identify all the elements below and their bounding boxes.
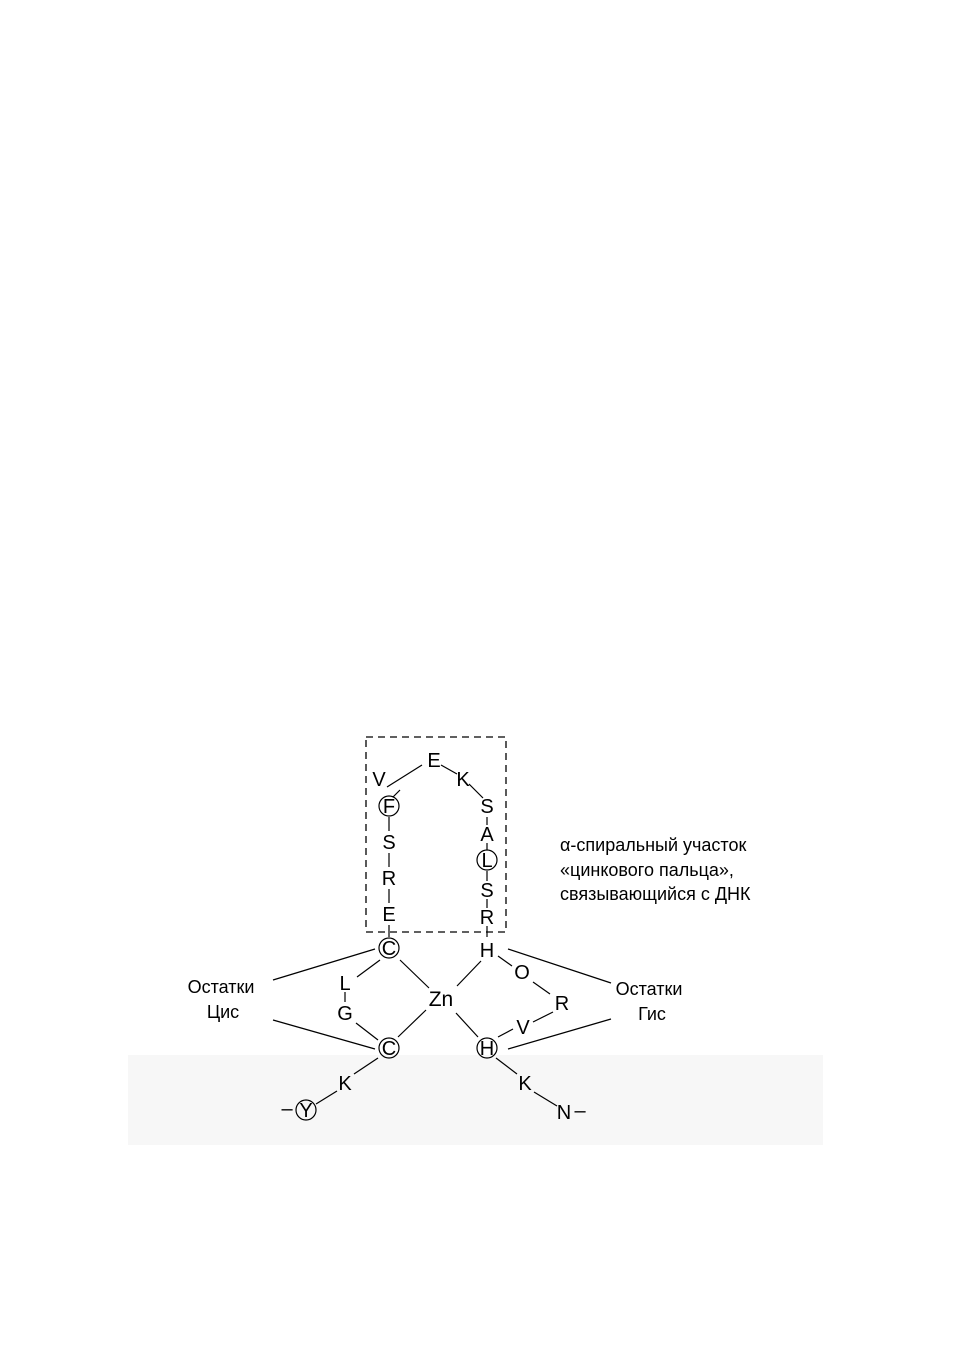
backbone-bonds [316, 765, 557, 1106]
zn-bond-h-upper [457, 961, 481, 986]
residue-g: G [337, 1003, 353, 1025]
residue-s-left: S [382, 832, 396, 854]
residue-v-top: V [372, 769, 386, 791]
residue-k-bottom-right: K [518, 1073, 532, 1095]
residue-h-upper: H [479, 940, 495, 962]
shaded-background [128, 1055, 823, 1145]
zn-bond-h-lower [456, 1013, 478, 1037]
residue-c-lower: C [381, 1038, 397, 1060]
helix-label-line1: α-спиральный участок [560, 835, 747, 855]
residue-h-lower: H [479, 1038, 495, 1060]
residue-r-left: R [381, 868, 397, 890]
residue-y: Y [299, 1100, 313, 1122]
residue-n: N [556, 1102, 572, 1124]
cys-pointer-lower [273, 1020, 375, 1049]
residue-r-loop: R [554, 993, 570, 1015]
chain-dash-left: – [281, 1098, 293, 1120]
residue-r-right: R [479, 907, 495, 929]
residue-c-upper: C [381, 938, 397, 960]
helix-label-line3: связывающийся с ДНК [560, 884, 751, 904]
residue-l-loop: L [339, 973, 351, 995]
cys-label-line1: Остатки [187, 977, 255, 997]
residue-e-top: E [427, 750, 441, 772]
zn-bond-c-upper [400, 960, 429, 988]
his-label [616, 979, 683, 1024]
residue-s-right2: S [480, 880, 494, 902]
residue-k-bottom-left: K [338, 1073, 352, 1095]
cys-label [188, 977, 255, 1022]
his-label-line1: Остатки [615, 979, 683, 999]
residue-k-top: K [456, 769, 470, 791]
bond-v-h [498, 1029, 513, 1037]
residue-a: A [480, 824, 494, 846]
zn-bond-c-lower [398, 1010, 426, 1037]
helix-label-line2: «цинкового пальца», [560, 860, 734, 880]
bond-c-l [357, 960, 380, 977]
residue-s-right1: S [480, 796, 494, 818]
residue-l-right: L [481, 850, 493, 872]
chain-dash-right: – [574, 1100, 586, 1122]
bond-e-k [441, 765, 457, 774]
cys-label-line2: Цис [206, 1002, 240, 1022]
zinc-atom: Zn [428, 988, 454, 1011]
bond-o-r [533, 982, 550, 994]
his-label-line2: Гис [638, 1004, 666, 1024]
residue-v-loop: V [516, 1017, 530, 1039]
bond-r-v [533, 1012, 553, 1022]
residue-e-left: E [382, 904, 396, 926]
bond-h-o [498, 956, 512, 966]
helix-label [560, 835, 751, 904]
residue-o: O [514, 962, 530, 984]
bond-v-e [387, 765, 422, 787]
bond-g-c [356, 1023, 378, 1040]
residue-f: F [382, 796, 396, 818]
